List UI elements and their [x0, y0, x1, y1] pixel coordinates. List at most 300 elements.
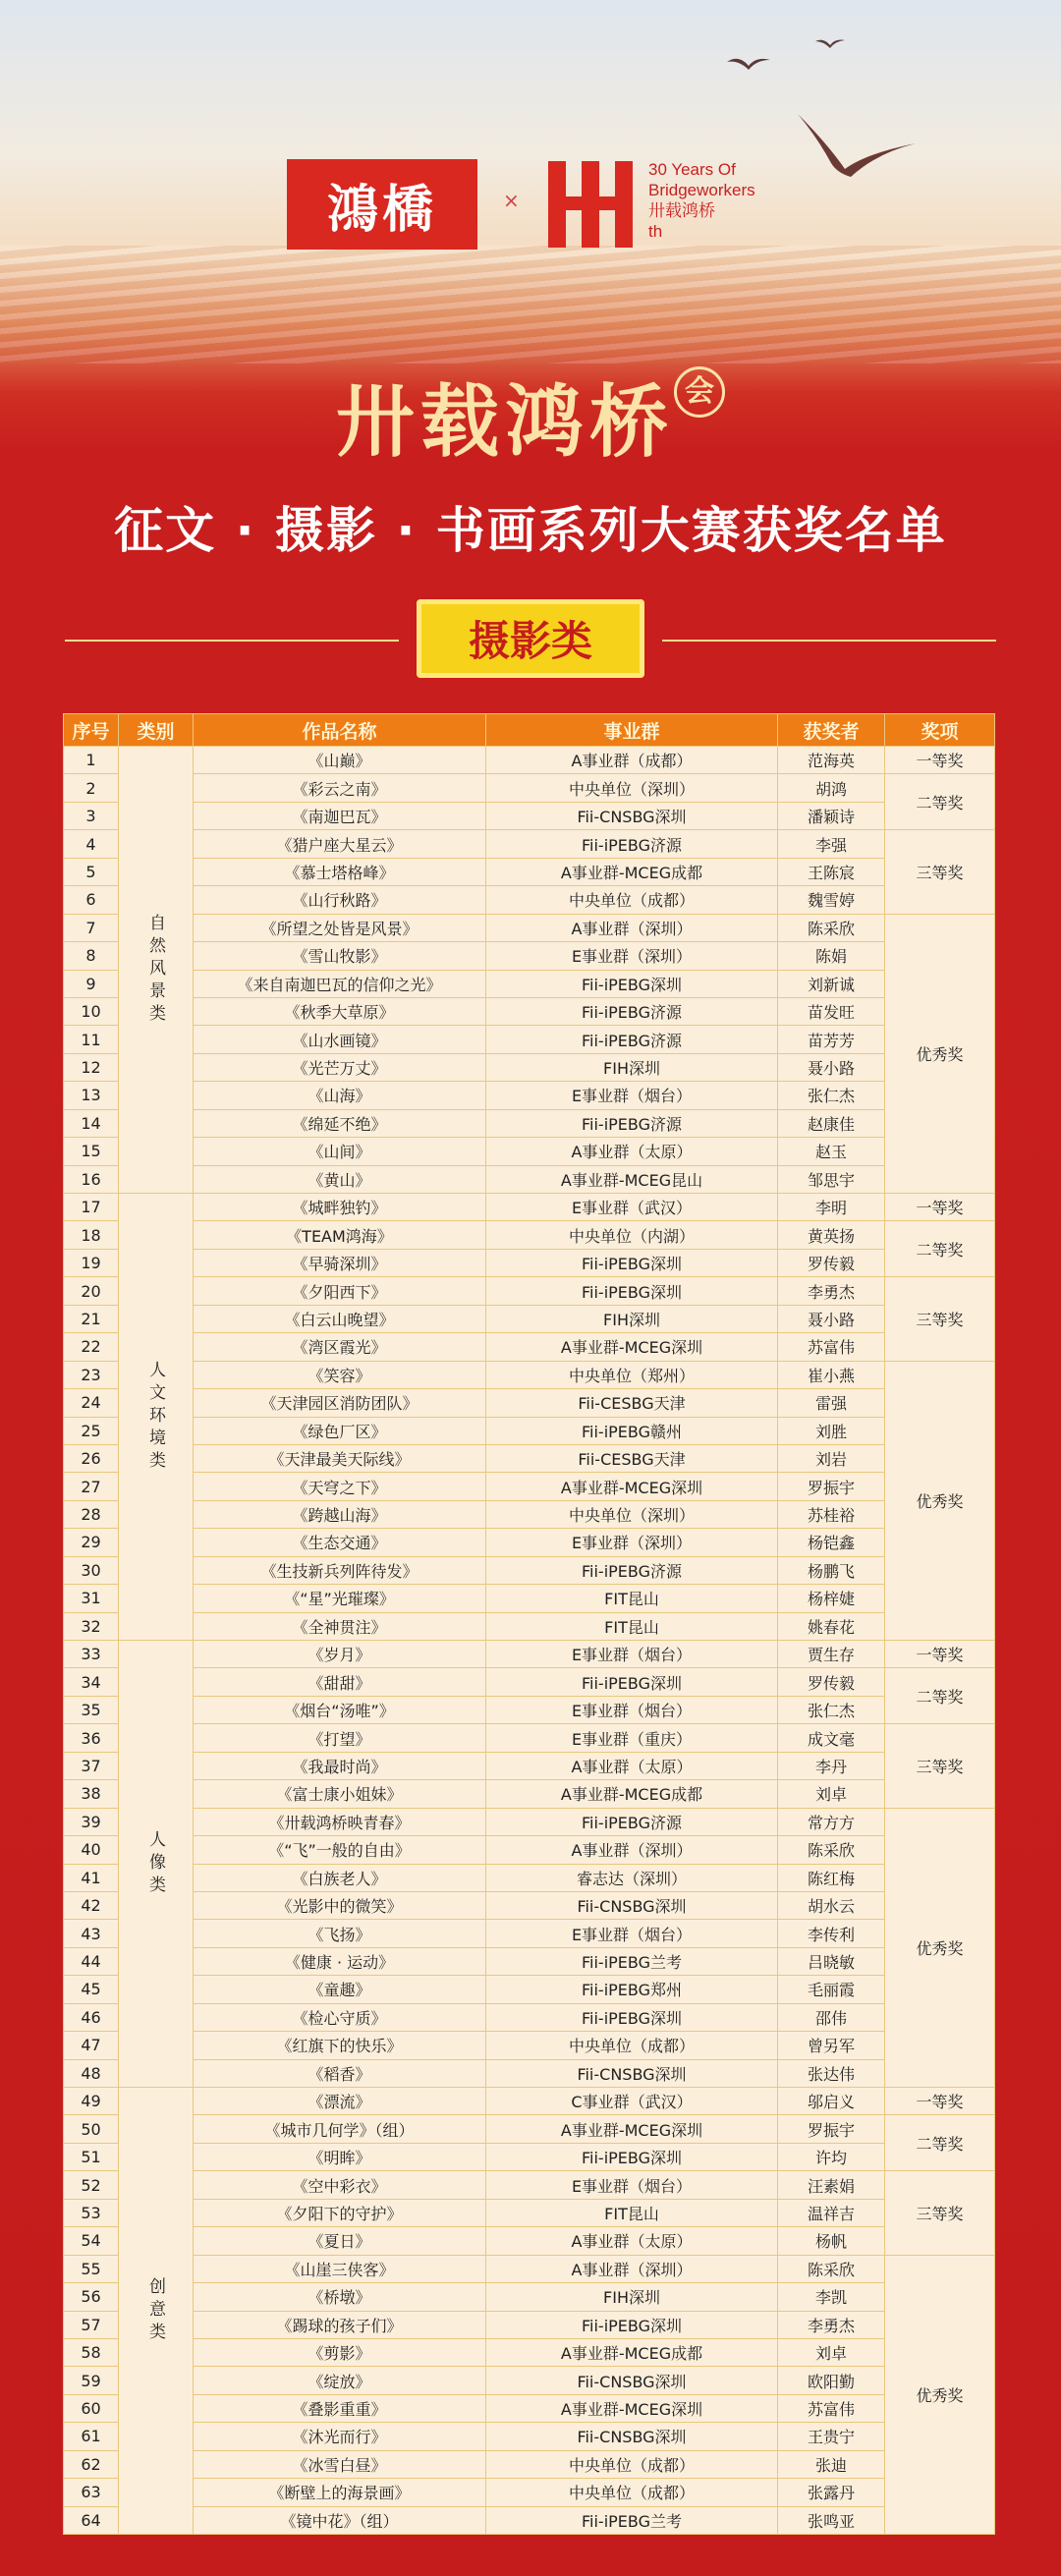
work-title: 《猎户座大星云》	[194, 830, 486, 858]
award-cell: 三等奖	[885, 2171, 995, 2255]
business-group: 睿志达（深圳）	[486, 1864, 778, 1891]
work-title: 《南迦巴瓦》	[194, 802, 486, 829]
row-index: 20	[64, 1277, 119, 1305]
table-row	[64, 1808, 995, 1835]
table-row	[64, 2003, 995, 2031]
work-title: 《“飞”一般的自由》	[194, 1836, 486, 1864]
header-index: 序号	[64, 714, 119, 747]
row-index: 60	[64, 2394, 119, 2422]
table-row	[64, 1864, 995, 1891]
table-body	[64, 747, 995, 2535]
award-cell: 优秀奖	[885, 1361, 995, 1640]
row-index: 18	[64, 1221, 119, 1249]
business-group: 中央单位（深圳）	[486, 774, 778, 802]
winner-name: 李明	[778, 1194, 885, 1221]
winner-name: 张露丹	[778, 2479, 885, 2506]
business-group: A事业群-MCEG深圳	[486, 1473, 778, 1500]
winner-name: 苏桂裕	[778, 1500, 885, 1528]
winner-name: 赵康佳	[778, 1109, 885, 1137]
table-row	[64, 2227, 995, 2255]
table-row	[64, 1053, 995, 1081]
table-row	[64, 1724, 995, 1752]
work-title: 《山巅》	[194, 747, 486, 774]
winner-name: 许均	[778, 2143, 885, 2170]
work-title: 《生态交通》	[194, 1529, 486, 1556]
work-title: 《早骑深圳》	[194, 1249, 486, 1276]
business-group: Fii-CNSBG深圳	[486, 2423, 778, 2450]
business-group: Fii-iPEBG深圳	[486, 1277, 778, 1305]
business-group: A事业群-MCEG成都	[486, 858, 778, 885]
table-row	[64, 1976, 995, 2003]
work-title: 《光影中的微笑》	[194, 1891, 486, 1919]
award-cell: 二等奖	[885, 2115, 995, 2171]
logo-line: th	[648, 222, 663, 241]
business-group: Fii-iPEBG兰考	[486, 1947, 778, 1975]
award-cell: 一等奖	[885, 1194, 995, 1221]
work-title: 《沐光而行》	[194, 2423, 486, 2450]
winner-name: 黄英扬	[778, 1221, 885, 1249]
business-group: FIT昆山	[486, 1612, 778, 1640]
row-index: 64	[64, 2506, 119, 2534]
award-cell: 二等奖	[885, 1221, 995, 1277]
winner-name: 聂小路	[778, 1305, 885, 1332]
work-title: 《童趣》	[194, 1976, 486, 2003]
winner-name: 胡鸿	[778, 774, 885, 802]
table-row	[64, 2367, 995, 2394]
winner-name: 陈采欣	[778, 1836, 885, 1864]
business-group: E事业群（重庆）	[486, 1724, 778, 1752]
page-title-text: 卅载鸿桥	[336, 376, 674, 468]
business-group: Fii-CNSBG深圳	[486, 2367, 778, 2394]
work-title: 《山水画镜》	[194, 1026, 486, 1053]
table-row	[64, 1109, 995, 1137]
business-group: A事业群（太原）	[486, 2227, 778, 2255]
row-index: 3	[64, 802, 119, 829]
row-index: 58	[64, 2338, 119, 2366]
award-cell: 三等奖	[885, 830, 995, 914]
table-row	[64, 2059, 995, 2087]
winner-name: 罗传毅	[778, 1668, 885, 1696]
row-index: 28	[64, 1500, 119, 1528]
work-title: 《打望》	[194, 1724, 486, 1752]
row-index: 56	[64, 2283, 119, 2311]
business-group: A事业群-MCEG深圳	[486, 2394, 778, 2422]
business-group: A事业群（成都）	[486, 747, 778, 774]
table-row	[64, 1026, 995, 1053]
work-title: 《健康 · 运动》	[194, 1947, 486, 1975]
table-row	[64, 1752, 995, 1779]
business-group: Fii-iPEBG济源	[486, 830, 778, 858]
work-title: 《绵延不绝》	[194, 1109, 486, 1137]
row-index: 24	[64, 1389, 119, 1417]
work-title: 《飞扬》	[194, 1920, 486, 1947]
table-row	[64, 1082, 995, 1109]
row-index: 55	[64, 2255, 119, 2282]
work-title: 《天津最美天际线》	[194, 1444, 486, 1472]
row-index: 15	[64, 1138, 119, 1165]
row-index: 12	[64, 1053, 119, 1081]
business-group: Fii-iPEBG赣州	[486, 1417, 778, 1444]
business-group: Fii-CNSBG深圳	[486, 802, 778, 829]
row-index: 2	[64, 774, 119, 802]
winner-name: 邵伟	[778, 2003, 885, 2031]
row-index: 39	[64, 1808, 119, 1835]
table-row	[64, 2032, 995, 2059]
work-title: 《城市几何学》（组）	[194, 2115, 486, 2143]
business-group: 中央单位（郑州）	[486, 1361, 778, 1388]
work-title: 《山行秋路》	[194, 886, 486, 914]
business-group: A事业群（深圳）	[486, 1836, 778, 1864]
winner-name: 陈红梅	[778, 1864, 885, 1891]
table-row	[64, 1277, 995, 1305]
work-title: 《红旗下的快乐》	[194, 2032, 486, 2059]
row-index: 34	[64, 1668, 119, 1696]
work-title: 《叠影重重》	[194, 2394, 486, 2422]
table-row	[64, 942, 995, 970]
work-title: 《慕士塔格峰》	[194, 858, 486, 885]
category-cell: 人像类	[119, 1641, 194, 2088]
table-row	[64, 2423, 995, 2450]
business-group: Fii-CESBG天津	[486, 1389, 778, 1417]
business-group: C事业群（武汉）	[486, 2088, 778, 2115]
table-row	[64, 1920, 995, 1947]
work-title: 《黄山》	[194, 1165, 486, 1193]
business-group: FIH深圳	[486, 2283, 778, 2311]
business-group: Fii-iPEBG济源	[486, 1808, 778, 1835]
winner-name: 李凯	[778, 2283, 885, 2311]
winner-name: 张迪	[778, 2450, 885, 2478]
header-work-title: 作品名称	[194, 714, 486, 747]
table-row	[64, 2115, 995, 2143]
winner-name: 李传利	[778, 1920, 885, 1947]
table-row	[64, 914, 995, 941]
header-category: 类别	[119, 714, 194, 747]
table-row	[64, 2171, 995, 2199]
business-group: Fii-iPEBG深圳	[486, 970, 778, 997]
winner-name: 潘颖诗	[778, 802, 885, 829]
table-row	[64, 1417, 995, 1444]
winner-name: 刘岩	[778, 1444, 885, 1472]
logo-line: 卅载鸿桥	[648, 201, 715, 220]
business-group: Fii-iPEBG济源	[486, 997, 778, 1025]
table-row	[64, 2143, 995, 2170]
table-row	[64, 1138, 995, 1165]
business-group: Fii-iPEBG深圳	[486, 2311, 778, 2338]
header-winner: 获奖者	[778, 714, 885, 747]
business-group: Fii-iPEBG深圳	[486, 2143, 778, 2170]
work-title: 《天津园区消防团队》	[194, 1389, 486, 1417]
table-header-row	[64, 714, 995, 747]
work-title: 《踢球的孩子们》	[194, 2311, 486, 2338]
business-group: 中央单位（成都）	[486, 2032, 778, 2059]
winner-name: 赵玉	[778, 1138, 885, 1165]
winner-name: 张仁杰	[778, 1696, 885, 1723]
work-title: 《断壁上的海景画》	[194, 2479, 486, 2506]
award-cell: 二等奖	[885, 774, 995, 830]
business-group: FIH深圳	[486, 1305, 778, 1332]
business-group: Fii-CNSBG深圳	[486, 2059, 778, 2087]
business-group: E事业群（烟台）	[486, 1696, 778, 1723]
table-row	[64, 1500, 995, 1528]
table-row	[64, 970, 995, 997]
business-group: Fii-CESBG天津	[486, 1444, 778, 1472]
award-cell: 三等奖	[885, 1724, 995, 1808]
row-index: 11	[64, 1026, 119, 1053]
row-index: 35	[64, 1696, 119, 1723]
row-index: 61	[64, 2423, 119, 2450]
winner-name: 罗振宇	[778, 1473, 885, 1500]
table-row	[64, 1891, 995, 1919]
winner-name: 常方方	[778, 1808, 885, 1835]
business-group: A事业群（深圳）	[486, 914, 778, 941]
business-group: E事业群（烟台）	[486, 1920, 778, 1947]
row-index: 37	[64, 1752, 119, 1779]
winner-name: 欧阳勤	[778, 2367, 885, 2394]
winner-name: 崔小燕	[778, 1361, 885, 1388]
winner-name: 陈娟	[778, 942, 885, 970]
table-row	[64, 858, 995, 885]
work-title: 《漂流》	[194, 2088, 486, 2115]
row-index: 50	[64, 2115, 119, 2143]
award-cell: 二等奖	[885, 1668, 995, 1724]
work-title: 《检心守质》	[194, 2003, 486, 2031]
category-cell: 自然风景类	[119, 747, 194, 1194]
bird-icon	[815, 37, 845, 51]
work-title: 《白族老人》	[194, 1864, 486, 1891]
row-index: 21	[64, 1305, 119, 1332]
table-row	[64, 1696, 995, 1723]
business-group: A事业群-MCEG成都	[486, 1780, 778, 1808]
business-group: E事业群（武汉）	[486, 1194, 778, 1221]
work-title: 《所望之处皆是风景》	[194, 914, 486, 941]
row-index: 47	[64, 2032, 119, 2059]
winner-name: 邹思宇	[778, 1165, 885, 1193]
business-group: A事业群-MCEG深圳	[486, 1333, 778, 1361]
row-index: 23	[64, 1361, 119, 1388]
row-index: 36	[64, 1724, 119, 1752]
business-group: A事业群（太原）	[486, 1138, 778, 1165]
winner-name: 毛丽霞	[778, 1976, 885, 2003]
work-title: 《夕阳西下》	[194, 1277, 486, 1305]
work-title: 《稻香》	[194, 2059, 486, 2087]
row-index: 41	[64, 1864, 119, 1891]
work-title: 《明眸》	[194, 2143, 486, 2170]
work-title: 《城畔独钓》	[194, 1194, 486, 1221]
winner-name: 贾生存	[778, 1641, 885, 1668]
table-row	[64, 1529, 995, 1556]
work-title: 《岁月》	[194, 1641, 486, 1668]
table-row	[64, 2394, 995, 2422]
row-index: 59	[64, 2367, 119, 2394]
winner-name: 邬启义	[778, 2088, 885, 2115]
table-row	[64, 1473, 995, 1500]
row-index: 43	[64, 1920, 119, 1947]
work-title: 《湾区霞光》	[194, 1333, 486, 1361]
honghai-bridge-logo: 鴻橋	[287, 159, 477, 250]
winner-name: 杨铠鑫	[778, 1529, 885, 1556]
business-group: Fii-iPEBG济源	[486, 1109, 778, 1137]
business-group: 中央单位（深圳）	[486, 1500, 778, 1528]
work-title: 《绽放》	[194, 2367, 486, 2394]
divider-right	[662, 640, 996, 642]
work-title: 《镜中花》（组）	[194, 2506, 486, 2534]
row-index: 26	[64, 1444, 119, 1472]
row-index: 13	[64, 1082, 119, 1109]
work-title: 《桥墩》	[194, 2283, 486, 2311]
winner-name: 杨梓婕	[778, 1585, 885, 1612]
work-title: 《烟台“汤唯”》	[194, 1696, 486, 1723]
winner-name: 魏雪婷	[778, 886, 885, 914]
work-title: 《秋季大草原》	[194, 997, 486, 1025]
table-row	[64, 1947, 995, 1975]
winner-name: 李勇杰	[778, 1277, 885, 1305]
work-title: 《光芒万丈》	[194, 1053, 486, 1081]
row-index: 48	[64, 2059, 119, 2087]
business-group: Fii-iPEBG兰考	[486, 2506, 778, 2534]
business-group: Fii-iPEBG深圳	[486, 1249, 778, 1276]
row-index: 30	[64, 1556, 119, 1584]
winner-name: 李强	[778, 830, 885, 858]
winner-name: 刘新诚	[778, 970, 885, 997]
winner-name: 张仁杰	[778, 1082, 885, 1109]
winner-name: 刘胜	[778, 1417, 885, 1444]
work-title: 《夏日》	[194, 2227, 486, 2255]
business-group: E事业群（烟台）	[486, 1082, 778, 1109]
business-group: Fii-CNSBG深圳	[486, 1891, 778, 1919]
work-title: 《卅载鸿桥映青春》	[194, 1808, 486, 1835]
business-group: Fii-iPEBG济源	[486, 1026, 778, 1053]
page-title	[0, 359, 1061, 472]
row-index: 5	[64, 858, 119, 885]
winner-name: 温祥吉	[778, 2199, 885, 2226]
work-title: 《山崖三侠客》	[194, 2255, 486, 2282]
winner-name: 杨鹏飞	[778, 1556, 885, 1584]
winner-name: 雷强	[778, 1389, 885, 1417]
row-index: 1	[64, 747, 119, 774]
work-title: 《全神贯注》	[194, 1612, 486, 1640]
table-row	[64, 1585, 995, 1612]
table-row	[64, 1333, 995, 1361]
logo-separator: ×	[503, 189, 520, 212]
winner-name: 刘卓	[778, 1780, 885, 1808]
business-group: 中央单位（内湖）	[486, 1221, 778, 1249]
winner-name: 汪素娟	[778, 2171, 885, 2199]
work-title: 《我最时尚》	[194, 1752, 486, 1779]
business-group: FIT昆山	[486, 2199, 778, 2226]
winner-name: 张达伟	[778, 2059, 885, 2087]
winner-name: 罗振宇	[778, 2115, 885, 2143]
work-title: 《冰雪白昼》	[194, 2450, 486, 2478]
business-group: 中央单位（成都）	[486, 2479, 778, 2506]
table-row	[64, 1194, 995, 1221]
winner-name: 陈采欣	[778, 914, 885, 941]
business-group: A事业群-MCEG成都	[486, 2338, 778, 2366]
winner-name: 刘卓	[778, 2338, 885, 2366]
page-subtitle: 征文 · 摄影 · 书画系列大赛获奖名单	[114, 502, 947, 559]
row-index: 9	[64, 970, 119, 997]
work-title: 《山间》	[194, 1138, 486, 1165]
business-group: Fii-iPEBG深圳	[486, 1668, 778, 1696]
row-index: 40	[64, 1836, 119, 1864]
table-row	[64, 1165, 995, 1193]
row-index: 53	[64, 2199, 119, 2226]
winner-name: 陈采欣	[778, 2255, 885, 2282]
row-index: 38	[64, 1780, 119, 1808]
winner-name: 吕晓敏	[778, 1947, 885, 1975]
row-index: 8	[64, 942, 119, 970]
row-index: 52	[64, 2171, 119, 2199]
business-group: 中央单位（成都）	[486, 2450, 778, 2478]
winner-name: 苏富伟	[778, 1333, 885, 1361]
row-index: 57	[64, 2311, 119, 2338]
table-row	[64, 886, 995, 914]
header-award: 奖项	[885, 714, 995, 747]
row-index: 31	[64, 1585, 119, 1612]
winner-name: 曾另军	[778, 2032, 885, 2059]
table-row	[64, 1305, 995, 1332]
table-row	[64, 1361, 995, 1388]
work-title: 《天穹之下》	[194, 1473, 486, 1500]
work-title: 《生技新兵列阵待发》	[194, 1556, 486, 1584]
table-row	[64, 997, 995, 1025]
table-row	[64, 1668, 995, 1696]
row-index: 7	[64, 914, 119, 941]
logo-line: 30 Years Of	[648, 160, 736, 179]
table-row	[64, 2479, 995, 2506]
work-title: 《彩云之南》	[194, 774, 486, 802]
table-row	[64, 2255, 995, 2282]
table-row	[64, 1556, 995, 1584]
table-row	[64, 1221, 995, 1249]
row-index: 29	[64, 1529, 119, 1556]
award-cell: 一等奖	[885, 1641, 995, 1668]
award-cell: 优秀奖	[885, 2255, 995, 2534]
work-title: 《富士康小姐妹》	[194, 1780, 486, 1808]
table-row	[64, 1836, 995, 1864]
winner-name: 成文毫	[778, 1724, 885, 1752]
award-table	[63, 713, 995, 2535]
award-cell: 一等奖	[885, 2088, 995, 2115]
business-group: A事业群-MCEG深圳	[486, 2115, 778, 2143]
winner-name: 苗芳芳	[778, 1026, 885, 1053]
logo-line: Bridgeworkers	[648, 181, 755, 199]
award-cell: 一等奖	[885, 747, 995, 774]
bird-icon	[727, 54, 770, 76]
business-group: Fii-iPEBG郑州	[486, 1976, 778, 2003]
business-group: Fii-iPEBG深圳	[486, 2003, 778, 2031]
business-group: FIH深圳	[486, 1053, 778, 1081]
row-index: 10	[64, 997, 119, 1025]
business-group: 中央单位（成都）	[486, 886, 778, 914]
work-title: 《“星”光璀璨》	[194, 1585, 486, 1612]
winner-name: 罗传毅	[778, 1249, 885, 1276]
row-index: 51	[64, 2143, 119, 2170]
table-row	[64, 2088, 995, 2115]
table-row	[64, 1249, 995, 1276]
table-row	[64, 2311, 995, 2338]
header-business-group: 事业群	[486, 714, 778, 747]
table-row	[64, 1780, 995, 1808]
work-title: 《绿色厂区》	[194, 1417, 486, 1444]
work-title: 《剪影》	[194, 2338, 486, 2366]
book-pages-decoration	[0, 246, 1061, 364]
business-group: FIT昆山	[486, 1585, 778, 1612]
winner-name: 李丹	[778, 1752, 885, 1779]
work-title: 《山海》	[194, 1082, 486, 1109]
row-index: 27	[64, 1473, 119, 1500]
winner-name: 王陈宸	[778, 858, 885, 885]
category-cell: 创意类	[119, 2088, 194, 2535]
